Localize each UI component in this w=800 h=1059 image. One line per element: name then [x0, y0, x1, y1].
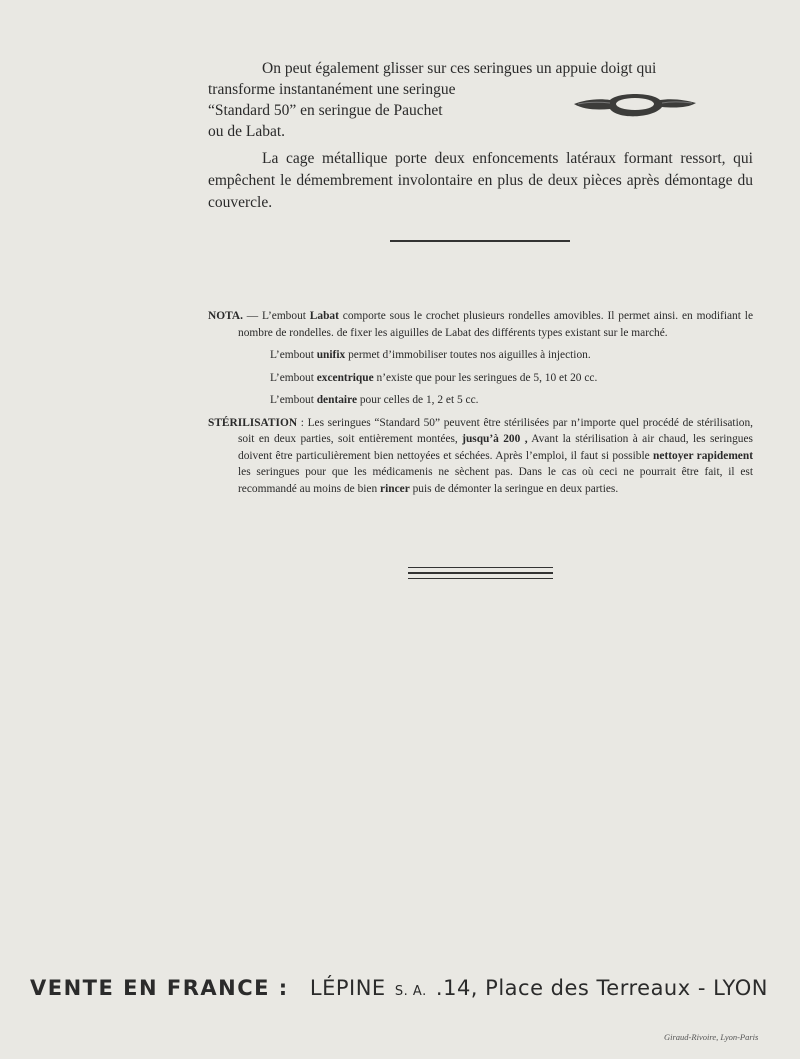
nota-unifix [208, 347, 753, 364]
finger-rest-ring-image [570, 88, 700, 128]
footer-address [30, 976, 768, 1000]
nota-labat: Labat [309, 310, 339, 322]
ster-bold-1: jusqu’à 200 , [462, 433, 528, 445]
sterilisation-paragraph [208, 415, 753, 498]
ster-bold-3: rincer [380, 482, 410, 495]
exc-text: n’existe que pour les seringues de 5, 10 et 20 cc. [373, 371, 598, 384]
nota-paragraph [208, 308, 753, 341]
triple-rule-ornament [408, 567, 553, 583]
nota-text: comporte sous le crochet plusieurs rondelles amovibles. Il permet ainsi. en modifiant le nombre de rondelles. de fixer les aiguilles de Labat des différents types existant sur le marché. [238, 310, 753, 339]
ster-text-3: les seringues pour que les médicamenis ne sèchent pas. Dans le cas où ceci ne pourrait être fait, il est recommandé au moins de bien [238, 466, 753, 495]
unifix-prefix: L’embout [270, 349, 317, 361]
divider-rule [390, 240, 570, 242]
footer-company: LÉPINE [309, 976, 386, 1000]
footer-address-text: .14, Place des Terreaux - LYON [435, 976, 768, 1000]
sterilisation-label: STÉRILISATION [208, 416, 298, 429]
nota-dash: — L’embout [242, 310, 310, 322]
dent-text: pour celles de 1, 2 et 5 cc. [357, 394, 479, 406]
exc-term: excentrique [316, 371, 374, 384]
intro-line-4: ou de Labat. [208, 123, 286, 140]
ster-text-1: : Les seringues “Standard 50” peuvent être stérilisées par n’importe quel procédé de stérilisation, soit en deux parties, soit entièrement montées, [238, 416, 753, 445]
ster-bold-2: nettoyer rapidement [653, 449, 753, 462]
nota-dentaire [208, 392, 753, 409]
intro-line-3: “Standard 50” en seringue de Pauchet [208, 102, 443, 119]
nota-label: NOTA. [208, 310, 243, 322]
unifix-text: permet d’immobiliser toutes nos aiguilles à injection. [345, 349, 591, 361]
nota-excentrique [208, 370, 753, 387]
printer-credit: Giraud-Rivoire, Lyon-Paris [664, 1032, 759, 1042]
nota-section [208, 308, 753, 497]
ster-text-2: Avant la stérilisation à air chaud, les seringues doivent être particulièrement bien nettoyées et séchées. Après l’emploi, il faut si possible [238, 433, 753, 462]
footer-sa: S. A. [394, 984, 427, 999]
exc-prefix: L’embout [270, 371, 317, 384]
cage-paragraph: La cage métallique porte deux enfoncements latéraux formant ressort, qui empêchent le démembrement involontaire en plus de deux pièces après démontage du couvercle. [208, 150, 753, 211]
unifix-term: unifix [316, 349, 346, 361]
dent-prefix: L’embout [270, 394, 317, 406]
footer-vente: VENTE EN FRANCE : [30, 976, 289, 1000]
dent-term: dentaire [316, 394, 358, 406]
ster-text-4: puis de démonter la seringue en deux parties. [409, 482, 619, 495]
intro-line-2: transforme instantanément une seringue [208, 81, 456, 98]
intro-line-1: On peut également glisser sur ces seringues un appuie doigt qui [262, 60, 657, 77]
